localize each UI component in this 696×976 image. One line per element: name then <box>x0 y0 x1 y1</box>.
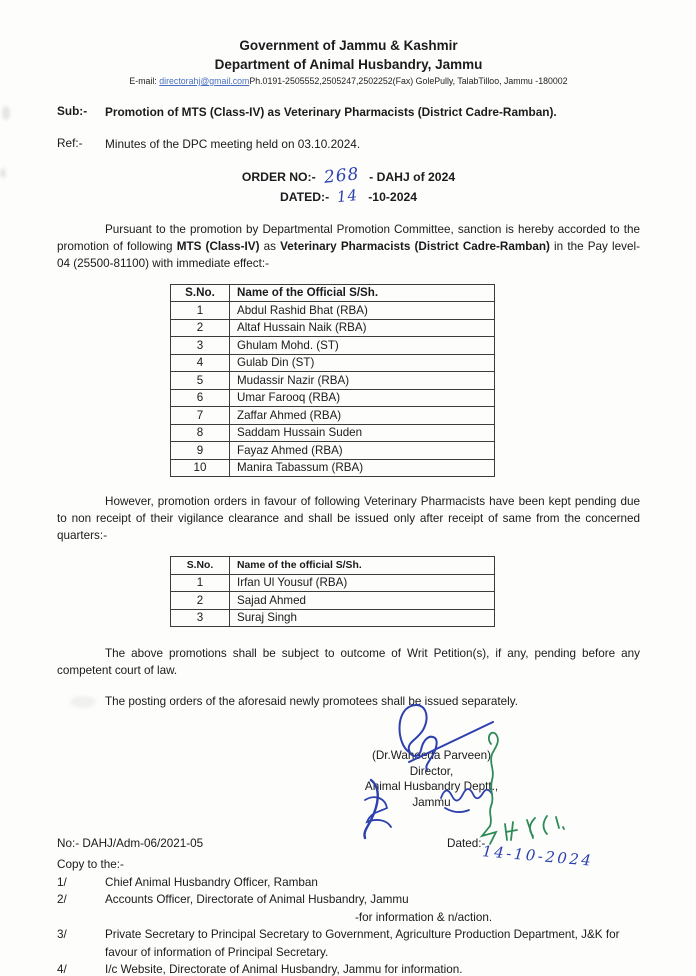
cell-sno: 6 <box>171 389 230 407</box>
cell-name: Suraj Singh <box>230 609 495 627</box>
order-no-suffix: - DAHJ of 2024 <box>369 169 456 184</box>
copy-item <box>57 874 640 891</box>
copy-item-text: I/c Website, Directorate of Animal Husbandry, Jammu for information. <box>105 963 463 976</box>
copy-item-number: 1/ <box>57 875 67 889</box>
paragraph-sanction-text: Pursuant to the promotion by Departmental Promotion Committee, sanction is hereby accorded to the promotion of following <box>57 222 640 253</box>
letterhead <box>57 38 640 86</box>
cell-sno: 4 <box>171 354 230 372</box>
paragraph-sanction-text: in the Pay level- 04 (25500-81100) with immediate effect:- <box>57 239 640 270</box>
cell-sno: 10 <box>171 459 230 477</box>
cell-name: Saddam Hussain Suden <box>230 424 495 442</box>
copy-item-text: Accounts Officer, Directorate of Animal Husbandry, Jammu <box>105 893 409 907</box>
table-row <box>171 372 495 390</box>
reference-text: Minutes of the DPC meeting held on 03.10.2024. <box>105 137 361 152</box>
cell-name: Ghulam Mohd. (ST) <box>230 337 495 355</box>
table-row <box>171 337 495 355</box>
paragraph-pending: However, promotion orders in favour of following Veterinary Pharmacists have been kept pending due to non receipt of their vigilance clearance and shall be issued only after receipt of same from the concerned quarters:- <box>57 495 640 543</box>
subject-text: Promotion of MTS (Class-IV) as Veterinary Pharmacists (District Cadre-Ramban). <box>105 105 557 119</box>
reference-label: Ref:- <box>57 136 83 151</box>
cell-sno: 7 <box>171 407 230 425</box>
order-number-line <box>57 163 640 188</box>
copy-item-number: 4/ <box>57 963 67 976</box>
cell-name: Mudassir Nazir (RBA) <box>230 372 495 390</box>
subject-row <box>57 104 640 121</box>
department-title: Department of Animal Husbandry, Jammu <box>214 57 483 72</box>
cell-name: Altaf Hussain Naik (RBA) <box>230 319 495 337</box>
table-row <box>171 407 495 425</box>
col-sno: S.No. <box>171 557 230 575</box>
cell-sno: 2 <box>171 319 230 337</box>
cell-sno: 8 <box>171 424 230 442</box>
cell-sno: 5 <box>171 372 230 390</box>
col-sno: S.No. <box>171 284 230 302</box>
copy-item-note: -for information & n/action. <box>355 910 493 924</box>
contact-line <box>57 76 640 86</box>
paragraph-sanction-bold-mts: MTS (Class-IV) <box>176 239 260 253</box>
cell-sno: 1 <box>171 302 230 320</box>
table-row <box>171 442 495 460</box>
scan-artifact <box>0 168 6 178</box>
paragraph-sanction-bold-vp: Veterinary Pharmacists (District Cadre-Ramban) <box>280 239 550 253</box>
cell-name: Abdul Rashid Bhat (RBA) <box>230 302 495 320</box>
email-link[interactable]: directorahj@gmail.com <box>159 76 250 86</box>
copy-item <box>57 926 640 961</box>
cell-sno: 1 <box>171 574 230 592</box>
copy-item-text: Chief Animal Husbandry Officer, Ramban <box>105 875 318 889</box>
paragraph-sanction-text: as <box>259 239 281 253</box>
table-row <box>171 574 495 592</box>
copy-item-text: Private Secretary to Principal Secretary to Government, Agriculture Production Department, J&K for favour of information of Principal Secretary. <box>105 928 620 959</box>
cell-name: Umar Farooq (RBA) <box>230 389 495 407</box>
copy-item-number: 3/ <box>57 928 67 942</box>
promotion-table <box>170 284 495 478</box>
table-header-row <box>171 557 495 575</box>
cell-sno: 9 <box>171 442 230 460</box>
order-date-label: DATED:- <box>279 189 330 204</box>
signatory-place: Jammu <box>412 795 451 809</box>
scan-artifact <box>2 106 10 120</box>
table-row <box>171 302 495 320</box>
paragraph-sanction <box>57 221 640 272</box>
file-number: No:- DAHJ/Adm-06/2021-05 <box>57 837 204 851</box>
subject-label: Sub:- <box>57 104 88 118</box>
table-row <box>171 459 495 477</box>
copy-item <box>57 961 640 976</box>
cell-sno: 2 <box>171 592 230 610</box>
signatory-name: (Dr.Waheeda Parveen) <box>371 749 492 763</box>
order-date-handwritten: 14 <box>336 185 360 206</box>
order-no-label: ORDER NO:- <box>241 169 316 184</box>
dated-handwritten: 14-10-2024 <box>481 842 595 870</box>
cell-name: Fayaz Ahmed (RBA) <box>230 442 495 460</box>
paragraph-writ: The above promotions shall be subject to outcome of Writ Petition(s), if any, pending before any competent court of law. <box>57 647 640 678</box>
table-row <box>171 319 495 337</box>
order-no-handwritten: 268 <box>322 163 361 188</box>
signature-block <box>319 748 544 810</box>
order-date-suffix: -10-2024 <box>368 189 418 204</box>
cell-name: Sajad Ahmed <box>230 592 495 610</box>
col-name: Name of the Official S/Sh. <box>230 284 495 302</box>
table-row <box>171 609 495 627</box>
copy-item <box>57 891 640 908</box>
scan-artifact <box>70 696 96 708</box>
order-date-line <box>57 187 640 207</box>
government-title: Government of Jammu & Kashmir <box>239 38 458 53</box>
cell-sno: 3 <box>171 337 230 355</box>
cell-name: Irfan Ul Yousuf (RBA) <box>230 574 495 592</box>
signatory-dept: Animal Husbandry Deptt., <box>364 780 499 794</box>
col-name: Name of the official S/Sh. <box>230 557 495 575</box>
table-row <box>171 424 495 442</box>
table-header-row <box>171 284 495 302</box>
copy-item-number: 2/ <box>57 893 67 907</box>
signatory-title: Director, <box>409 764 454 778</box>
order-block <box>57 163 640 207</box>
table-row <box>171 592 495 610</box>
cell-name: Gulab Din (ST) <box>230 354 495 372</box>
cell-name: Manira Tabassum (RBA) <box>230 459 495 477</box>
phone-address: Ph.0191-2505552,2505247,2502252(Fax) GolePully, TalabTilloo, Jammu -180002 <box>249 76 568 86</box>
dated-label: Dated:- <box>447 837 486 851</box>
email-label: E-mail: <box>129 76 160 86</box>
table-row <box>171 389 495 407</box>
cell-name: Zaffar Ahmed (RBA) <box>230 407 495 425</box>
copy-to-label: Copy to the:- <box>57 858 124 872</box>
table-row <box>171 354 495 372</box>
cell-sno: 3 <box>171 609 230 627</box>
pending-table <box>170 556 495 627</box>
paragraph-posting: The posting orders of the aforesaid newly promotees shall be issued separately. <box>105 695 518 709</box>
reference-row <box>57 136 640 153</box>
